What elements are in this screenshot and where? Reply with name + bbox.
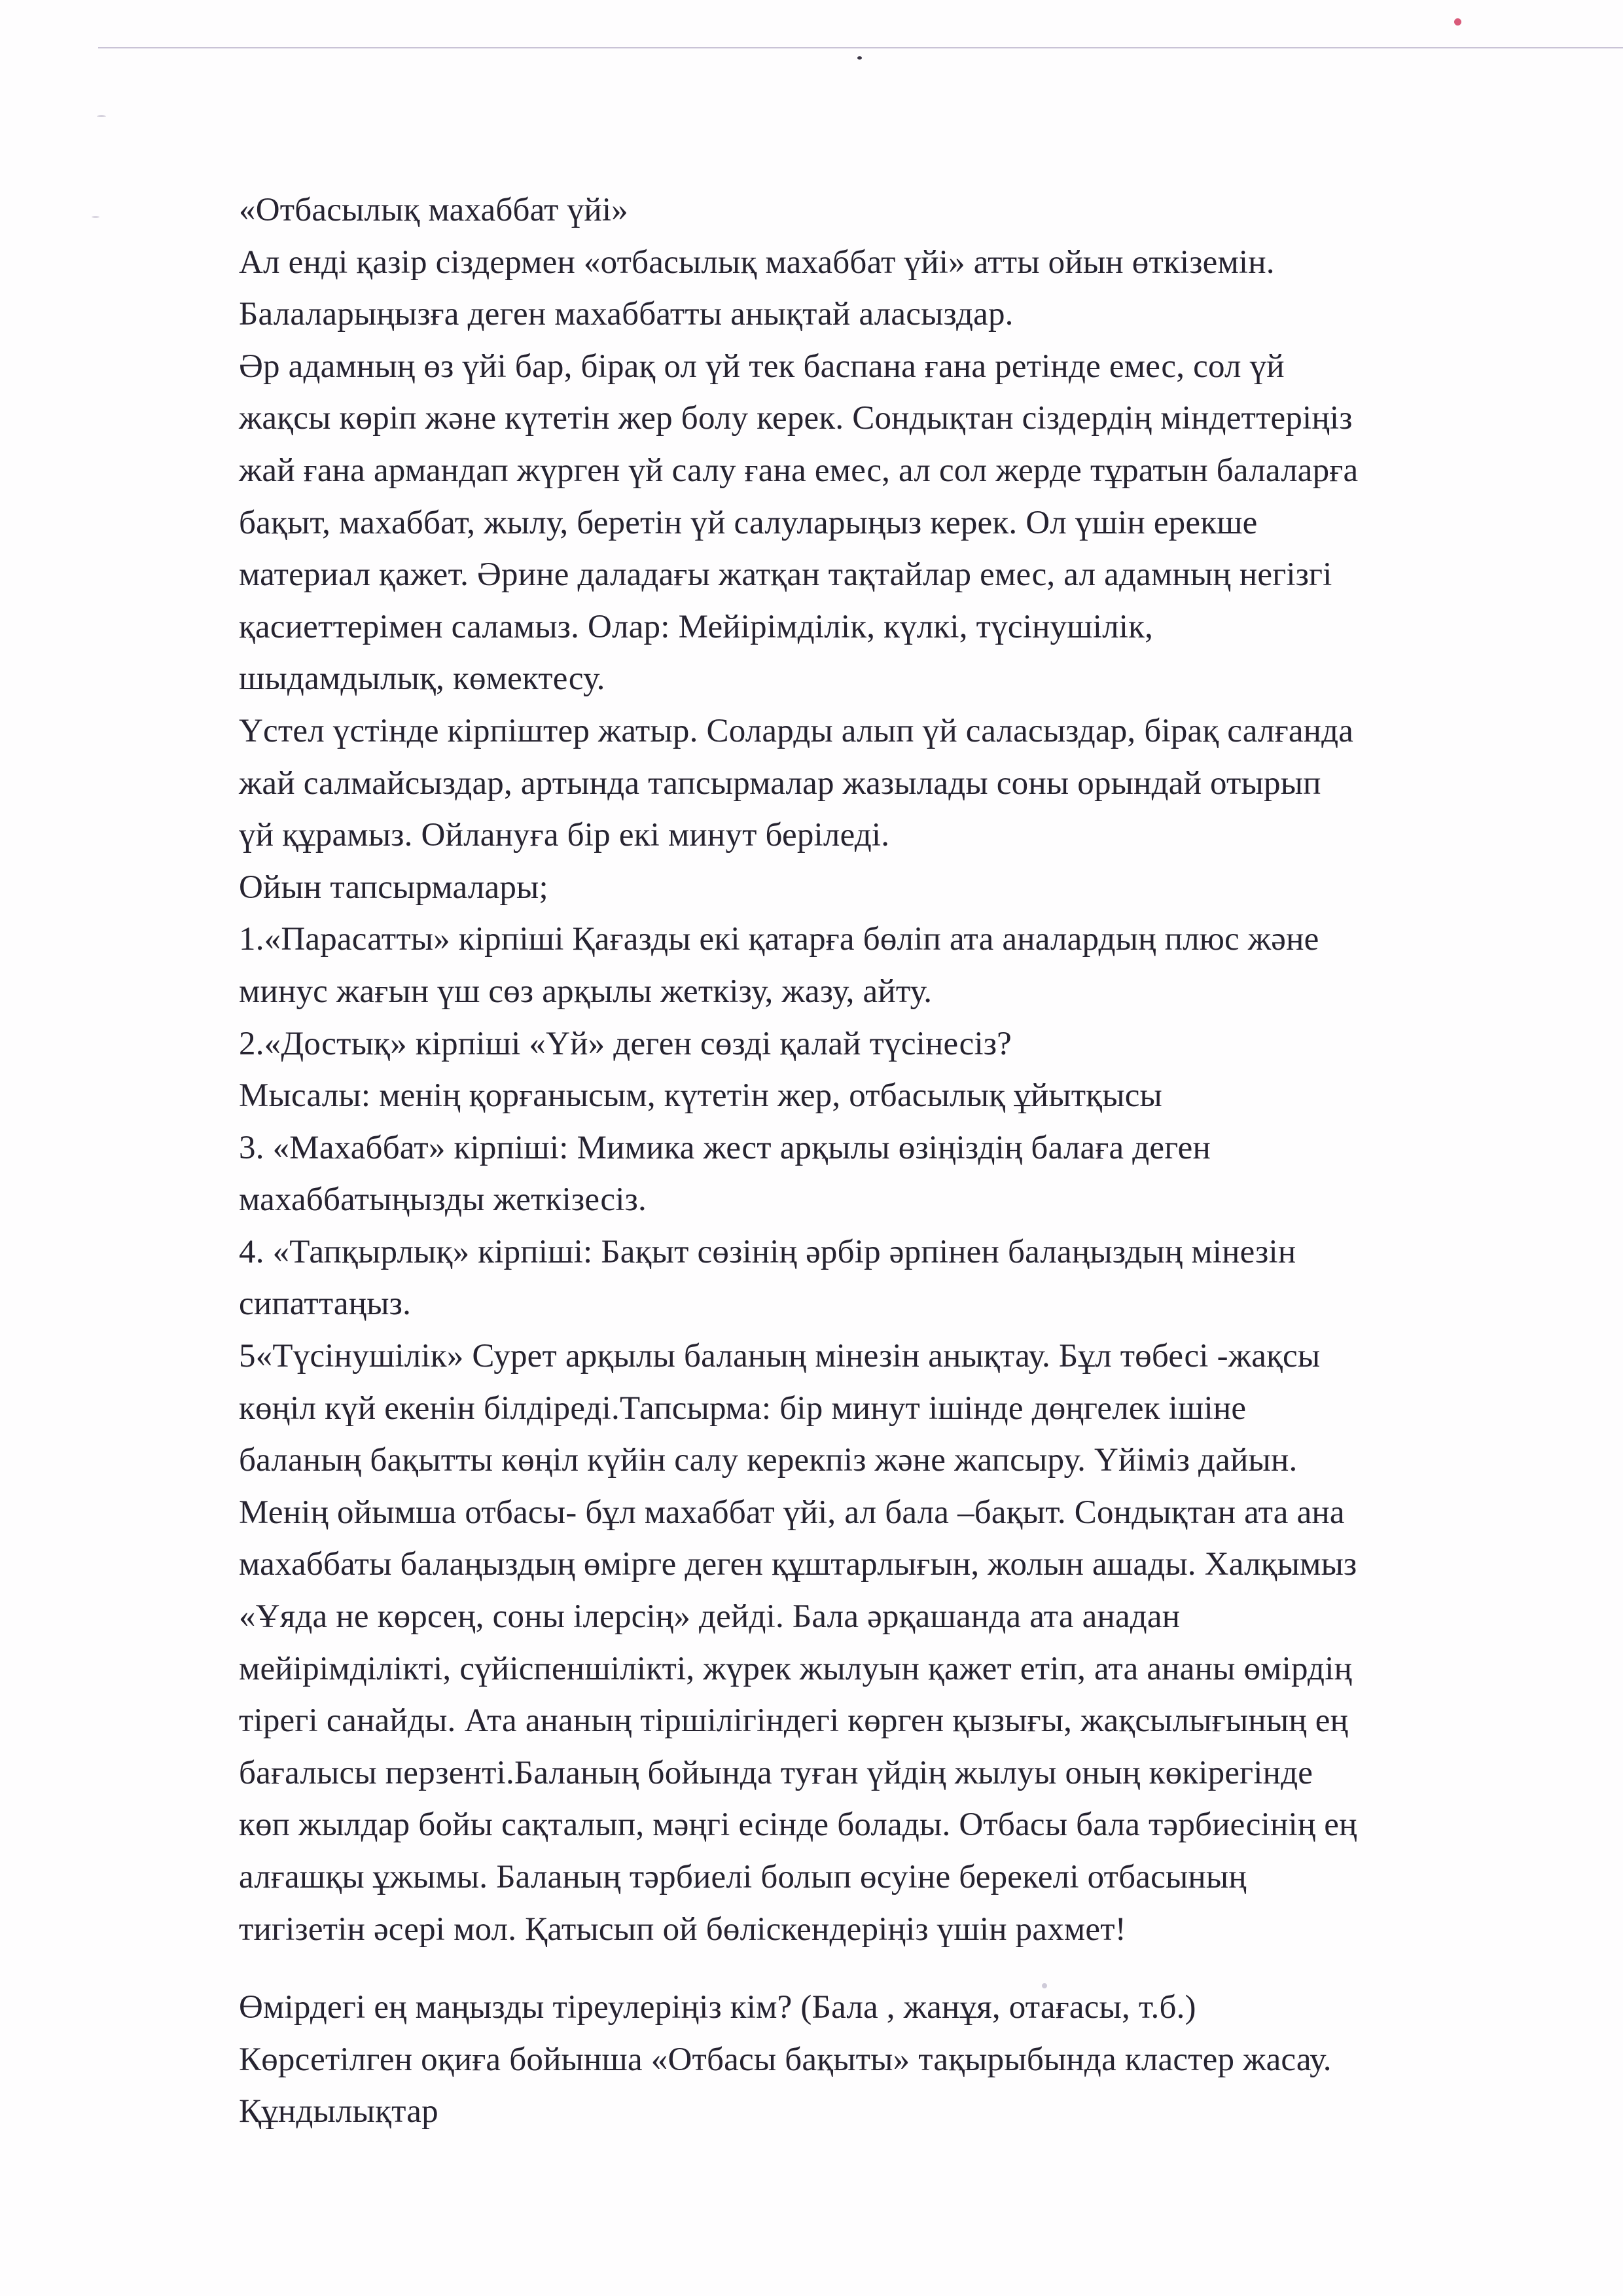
document-title: «Отбасылық махаббат үйі» — [239, 192, 628, 228]
scan-dust — [97, 115, 106, 117]
body-line: махаббаты балаңыздың өмірге деген құштарлығын, жолын ашады. Халқымыз — [239, 1546, 1357, 1583]
closing-line: Құндылықтар — [239, 2093, 438, 2130]
body-line: махаббатыңызды жеткізесіз. — [239, 1181, 647, 1219]
body-line: Балаларыңызға деген махаббатты анықтай аласыздар. — [239, 296, 1014, 333]
body-line: үй құрамыз. Ойлануға бір екі минут беріледі. — [239, 817, 890, 854]
body-line: Мысалы: менің қорғанысым, күтетін жер, отбасылық ұйытқысы — [239, 1077, 1163, 1115]
body-line: бақыт, махаббат, жылу, беретін үй салуларыңыз керек. Ол үшін ерекше — [239, 504, 1258, 541]
body-line: 5«Түсінушілік» Сурет арқылы баланың мінезін анықтау. Бұл төбесі -жақсы — [239, 1338, 1321, 1375]
body-line: Ал енді қазір сіздермен «отбасылық махаббат үйі» атты ойын өткіземін. — [239, 243, 1275, 281]
body-text — [239, 237, 1541, 1956]
body-line: жақсы көріп және күтетін жер болу керек. Сондықтан сіздердің міндеттеріңіз — [239, 400, 1353, 437]
page-top-rule — [98, 47, 1623, 48]
body-line: «Ұяда не көрсең, соны ілерсің» дейді. Бала әрқашанда ата анадан — [239, 1598, 1181, 1636]
body-line: 1.«Парасатты» кірпіші Қағазды екі қатарға бөліп ата аналардың плюс және — [239, 921, 1319, 958]
body-line: Менің ойымша отбасы- бұл махаббат үйі, ал бала –бақыт. Сондықтан ата ана — [239, 1494, 1345, 1531]
body-line: көп жылдар бойы сақталып, мәңгі есінде болады. Отбасы бала тәрбиесінің ең — [239, 1806, 1357, 1844]
body-line: Үстел үстінде кірпіштер жатыр. Соларды алып үй саласыздар, бірақ салғанда — [239, 712, 1354, 749]
body-line: жай ғана армандап жүрген үй салу ғана емес, ал сол жерде тұратын балаларға — [239, 452, 1359, 489]
closing-line: Көрсетілген оқиға бойынша «Отбасы бақыты» тақырыбында кластер жасау. — [239, 2041, 1332, 2078]
red-ink-speck — [1454, 18, 1461, 26]
body-line: алғашқы ұжымы. Баланың тәрбиелі болып өсуіне берекелі отбасының — [239, 1859, 1247, 1895]
body-line: сипаттаңыз. — [239, 1285, 412, 1323]
body-line: 4. «Тапқырлық» кірпіші: Бақыт сөзінің әрбір әрпінен балаңыздың мінезін — [239, 1233, 1296, 1270]
body-line: Әр адамның өз үйі бар, бірақ ол үй тек баспана ғана ретінде емес, сол үй — [239, 348, 1285, 385]
scan-dust — [92, 216, 99, 218]
body-line: көңіл күй екенін білдіреді.Тапсырма: бір минут ішінде дөңгелек ішіне — [239, 1390, 1247, 1427]
body-line: тигізетін әсері мол. Қатысып ой бөліскендеріңіз үшін рахмет! — [239, 1910, 1126, 1948]
body-line: минус жағын үш сөз арқылы жеткізу, жазу, айту. — [239, 973, 933, 1010]
body-line: Ойын тапсырмалары; — [239, 869, 548, 906]
body-line: материал қажет. Әрине даладағы жатқан тақтайлар емес, ал адамның негізгі — [239, 556, 1332, 594]
body-line: 2.«Достық» кірпіші «Үй» деген сөзді қалай түсінесіз? — [239, 1025, 1012, 1062]
body-line: жай салмайсыздар, артында тапсырмалар жазылады соны орындай отырып — [239, 764, 1321, 802]
body-line: мейірімділікті, сүйіспеншілікті, жүрек жылуын қажет етіп, ата ананы өмірдің — [239, 1650, 1353, 1687]
body-line: баланың бақытты көңіл күйін салу керекпіз және жапсыру. Үйіміз дайын. — [239, 1442, 1298, 1479]
closing-line: Өмірдегі ең маңызды тіреулеріңіз кім? (Бала , жанұя, отағасы, т.б.) — [239, 1989, 1196, 2026]
body-line: бағалысы перзенті.Баланың бойында туған үйдің жылуы оның көкірегінде — [239, 1754, 1313, 1791]
body-line: қасиеттерімен саламыз. Олар: Мейірімділік, күлкі, түсінушілік, — [239, 608, 1154, 645]
body-line: 3. «Махаббат» кірпіші: Мимика жест арқылы өзіңіздің балаға деген — [239, 1129, 1211, 1166]
body-line: тірегі санайды. Ата ананың тіршілігіндегі көрген қызығы, жақсылығының ең — [239, 1702, 1349, 1740]
document-text — [239, 185, 1541, 2138]
body-line: шыдамдылық, көмектесу. — [239, 660, 605, 698]
pen-mark — [857, 56, 862, 60]
closing-text — [239, 1982, 1541, 2138]
